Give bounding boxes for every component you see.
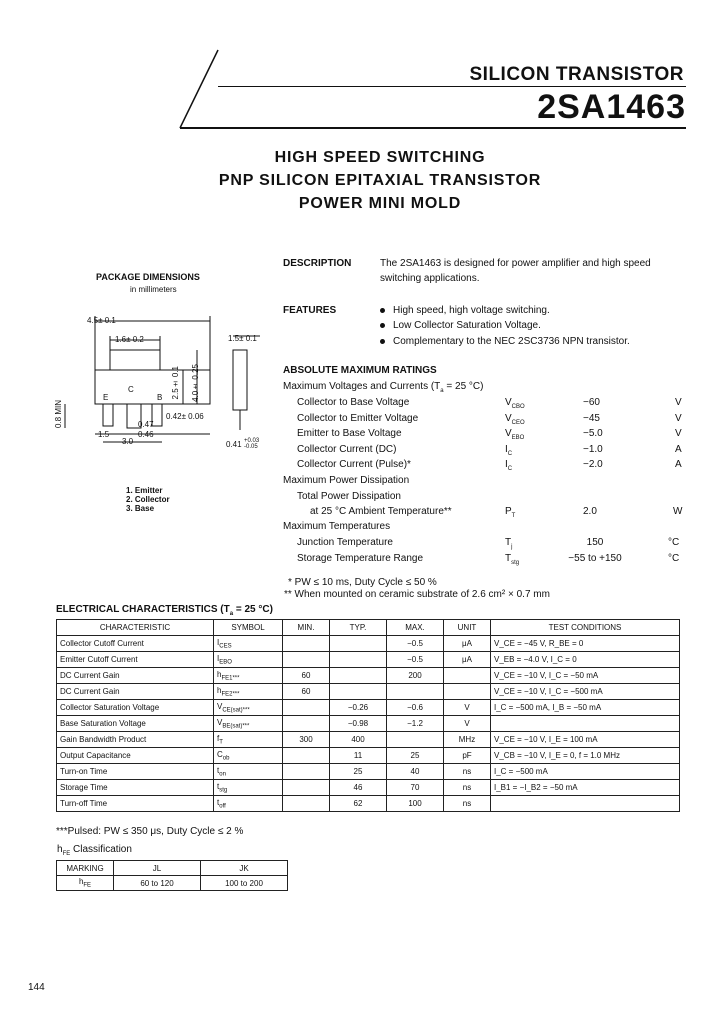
dim-min: 0.8 MIN [54, 400, 63, 429]
amr-row-unit: V [675, 397, 682, 408]
table-row [57, 748, 680, 764]
dim-tab-width: 1.6± 0.2 [115, 335, 144, 344]
ec-typ: −0.98 [330, 716, 387, 732]
ec-table [56, 619, 680, 812]
ec-header: SYMBOL [214, 620, 283, 636]
ec-min [283, 780, 330, 796]
ec-header: MAX. [387, 620, 444, 636]
ec-test: V_CE = −10 V, I_C = −500 mA [491, 684, 680, 700]
category-title: SILICON TRANSISTOR [469, 64, 684, 85]
dim-span: 3.0 [122, 437, 134, 446]
ec-unit: pF [444, 748, 491, 764]
pin-label-b: B [157, 393, 163, 402]
hfe-range-2: 100 to 200 [201, 876, 288, 891]
table-row [57, 796, 680, 812]
ec-min [283, 636, 330, 652]
dim-h-inner: 2.5± 0.1 [171, 366, 180, 400]
description-text-2: switching applications. [380, 273, 480, 284]
amr-row-sym: $V_{CBO}$ [505, 397, 525, 410]
ec-sym: $t_{on}$ [214, 764, 283, 780]
amr-row-name: Collector to Emitter Voltage [297, 413, 419, 424]
table-row [57, 684, 680, 700]
ec-unit: ns [444, 796, 491, 812]
description-label: DESCRIPTION [283, 258, 352, 269]
amr-row-name: Collector Current (DC) [297, 444, 397, 455]
ec-char: Turn-off Time [57, 796, 214, 812]
amr-row-val: −2.0 [583, 459, 603, 470]
amr-power-sub: Total Power Dissipation [297, 491, 401, 502]
table-row [57, 764, 680, 780]
ec-max [387, 732, 444, 748]
amr-temp-name: Storage Temperature Range [297, 553, 424, 564]
ec-test: I_C = −500 mA, I_B = −50 mA [491, 700, 680, 716]
amr-row-unit: A [675, 459, 682, 470]
ec-max: 25 [387, 748, 444, 764]
ec-char: Gain Bandwidth Product [57, 732, 214, 748]
amr-row-sym: $V_{CEO}$ [505, 413, 525, 426]
feature-item: Low Collector Saturation Voltage. [380, 320, 541, 331]
dim-pitch: 1.5 [98, 430, 110, 439]
ec-header: CHARACTERISTIC [57, 620, 214, 636]
amr-temp-unit: °C [668, 553, 680, 564]
ec-unit: V [444, 700, 491, 716]
hfe-hfe-label: $h_{FE}$ [57, 876, 114, 891]
ec-test: V_CE = −10 V, I_E = 100 mA [491, 732, 680, 748]
ec-min: 300 [283, 732, 330, 748]
dim-total-width: 4.5± 0.1 [87, 316, 116, 325]
ec-unit: μA [444, 636, 491, 652]
ec-test: I_B1 = −I_B2 = −50 mA [491, 780, 680, 796]
description-text-1: The 2SA1463 is designed for power amplifier and high speed [380, 258, 651, 269]
ec-typ: 62 [330, 796, 387, 812]
package-drawing [55, 310, 275, 460]
ec-char: Output Capacitance [57, 748, 214, 764]
ec-max: −1.2 [387, 716, 444, 732]
amr-row-val: −60 [583, 397, 600, 408]
ec-min: 60 [283, 668, 330, 684]
ec-max: −0.5 [387, 636, 444, 652]
ec-typ [330, 684, 387, 700]
ec-sym: $t_{off}$ [214, 796, 283, 812]
ec-char: Turn-on Time [57, 764, 214, 780]
subtitle-2: PNP SILICON EPITAXIAL TRANSISTOR [218, 172, 542, 189]
features-label: FEATURES [283, 305, 337, 316]
header-rule [180, 127, 686, 129]
hfe-mark-1: JL [114, 861, 201, 876]
amr-row-sym: $I_C$ [505, 444, 513, 457]
table-row [57, 652, 680, 668]
amr-temp-unit: °C [668, 537, 680, 548]
ec-typ: 46 [330, 780, 387, 796]
ec-char: DC Current Gain [57, 684, 214, 700]
amr-row-name: Collector Current (Pulse)* [297, 459, 411, 470]
hfe-range-1: 60 to 120 [114, 876, 201, 891]
table-row [57, 780, 680, 796]
amr-note-2: ** When mounted on ceramic substrate of 2.6 cm² × 0.7 mm [284, 589, 550, 600]
dim-side-width: 1.5± 0.1 [228, 334, 257, 343]
amr-row-unit: A [675, 444, 682, 455]
ec-test: V_CE = −45 V, R_BE = 0 [491, 636, 680, 652]
hfe-table [56, 860, 288, 891]
ec-char: DC Current Gain [57, 668, 214, 684]
dim-lead-w2: 0.47 [138, 420, 154, 429]
amr-row-val: −45 [583, 413, 600, 424]
dim-side-lead-tol: +0.03 -0.05 [244, 438, 260, 450]
amr-temp-name: Junction Temperature [297, 537, 393, 548]
feature-item: Complementary to the NEC 2SC3736 NPN transistor. [380, 336, 630, 347]
ec-typ: 11 [330, 748, 387, 764]
table-row [57, 636, 680, 652]
amr-row-name: Collector to Base Voltage [297, 397, 410, 408]
amr-power-row-val: 2.0 [583, 506, 597, 517]
bullet-icon [380, 323, 385, 328]
ec-char: Emitter Cutoff Current [57, 652, 214, 668]
subtitle-1: HIGH SPEED SWITCHING [274, 149, 486, 166]
ec-typ: 400 [330, 732, 387, 748]
package-units: in millimeters [130, 285, 177, 294]
ec-min [283, 748, 330, 764]
ec-unit: V [444, 716, 491, 732]
amr-power-row-sym: $P_T$ [505, 506, 516, 519]
amr-temp-sym: $T_{stg}$ [505, 553, 520, 566]
ec-header: UNIT [444, 620, 491, 636]
ec-max: 200 [387, 668, 444, 684]
ec-typ: 25 [330, 764, 387, 780]
bullet-icon [380, 308, 385, 313]
header-rule-top [218, 86, 686, 87]
ec-min: 60 [283, 684, 330, 700]
ec-typ [330, 668, 387, 684]
hfe-mark-2: JK [201, 861, 288, 876]
ec-header: TYP. [330, 620, 387, 636]
ec-sym: $h_{FE2***}$ [214, 684, 283, 700]
amr-row-sym: $I_C$ [505, 459, 513, 472]
ec-unit: MHz [444, 732, 491, 748]
amr-row-name: Emitter to Base Voltage [297, 428, 402, 439]
amr-temp-val: 150 [586, 537, 604, 548]
ec-header: MIN. [283, 620, 330, 636]
pin-label-c: C [128, 385, 134, 394]
pin-3: 3. Base [126, 504, 155, 513]
table-row [57, 732, 680, 748]
ec-max: −0.6 [387, 700, 444, 716]
dim-side-lead: 0.41 [226, 440, 242, 449]
table-row [57, 700, 680, 716]
amr-temp-sym: $T_j$ [505, 537, 513, 550]
ec-min [283, 700, 330, 716]
ec-sym: $I_{CES}$ [214, 636, 283, 652]
dim-lead-w3: 0.46 [138, 430, 154, 439]
ec-test: I_C = −500 mA [491, 764, 680, 780]
amr-temp-head: Maximum Temperatures [283, 521, 391, 532]
ec-sym: $I_{EBO}$ [214, 652, 283, 668]
package-title: PACKAGE DIMENSIONS [96, 272, 200, 282]
amr-row-unit: V [675, 428, 682, 439]
ec-unit [444, 668, 491, 684]
subtitle-3: POWER MINI MOLD [298, 195, 462, 212]
ec-sym: $V_{CE(sat)***}$ [214, 700, 283, 716]
ec-sym: $h_{FE1***}$ [214, 668, 283, 684]
dim-h-outer: 4.0± 0.25 [191, 364, 200, 402]
pin-1: 1. Emitter [126, 486, 163, 495]
ec-sym: $f_T$ [214, 732, 283, 748]
amr-row-sym: $V_{EBO}$ [505, 428, 525, 441]
ec-typ [330, 636, 387, 652]
table-row [57, 716, 680, 732]
bullet-icon [380, 339, 385, 344]
table-row [57, 668, 680, 684]
ec-typ: −0.26 [330, 700, 387, 716]
amr-volt-head: Maximum Voltages and Currents ($T_a = 25$ °C) [283, 381, 484, 394]
ec-max: 40 [387, 764, 444, 780]
ec-typ [330, 652, 387, 668]
amr-power-row-name: at 25 °C Ambient Temperature** [310, 506, 452, 517]
ec-unit [444, 684, 491, 700]
amr-row-val: −5.0 [583, 428, 603, 439]
ec-note: ***Pulsed: PW ≤ 350 μs, Duty Cycle ≤ 2 % [56, 826, 244, 837]
ec-char: Collector Cutoff Current [57, 636, 214, 652]
ec-char: Storage Time [57, 780, 214, 796]
pin-label-e: E [103, 393, 109, 402]
hfe-title: $h_{FE}$ Classification [57, 844, 132, 857]
ec-min [283, 652, 330, 668]
ec-max: 100 [387, 796, 444, 812]
dim-lead-w: 0.42± 0.06 [166, 412, 204, 421]
feature-item: High speed, high voltage switching. [380, 305, 550, 316]
ec-sym: $t_{stg}$ [214, 780, 283, 796]
ec-unit: μA [444, 652, 491, 668]
ec-char: Base Saturation Voltage [57, 716, 214, 732]
hfe-marking-label: MARKING [57, 861, 114, 876]
ec-test: V_CE = −10 V, I_C = −50 mA [491, 668, 680, 684]
ec-min [283, 796, 330, 812]
amr-row-unit: V [675, 413, 682, 424]
pin-2: 2. Collector [126, 495, 170, 504]
part-number: 2SA1463 [537, 88, 686, 126]
amr-power-head: Maximum Power Dissipation [283, 475, 410, 486]
ec-unit: ns [444, 764, 491, 780]
ec-sym: $C_{ob}$ [214, 748, 283, 764]
ec-test: V_CB = −10 V, I_E = 0, f = 1.0 MHz [491, 748, 680, 764]
amr-temp-val: −55 to +150 [568, 553, 622, 564]
amr-row-val: −1.0 [583, 444, 603, 455]
ec-min [283, 716, 330, 732]
ec-test [491, 716, 680, 732]
amr-power-row-unit: W [673, 506, 683, 517]
ec-test: V_EB = −4.0 V, I_C = 0 [491, 652, 680, 668]
ec-header: TEST CONDITIONS [491, 620, 680, 636]
amr-title: ABSOLUTE MAXIMUM RATINGS [283, 365, 437, 376]
page-number: 144 [28, 982, 45, 993]
ec-unit: ns [444, 780, 491, 796]
ec-char: Collector Saturation Voltage [57, 700, 214, 716]
ec-min [283, 764, 330, 780]
ec-max: 70 [387, 780, 444, 796]
ec-test [491, 796, 680, 812]
ec-title: ELECTRICAL CHARACTERISTICS ($T_a = 25$ °C) [56, 604, 273, 617]
ec-max: −0.5 [387, 652, 444, 668]
ec-max [387, 684, 444, 700]
ec-sym: $V_{BE(sat)***}$ [214, 716, 283, 732]
amr-note-1: * PW ≤ 10 ms, Duty Cycle ≤ 50 % [288, 577, 437, 588]
header-slash [178, 48, 238, 130]
